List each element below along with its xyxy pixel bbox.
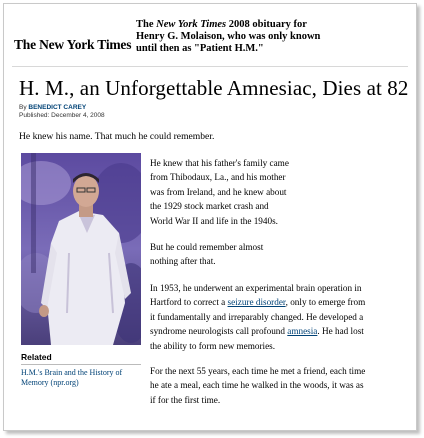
paragraph-1: He knew that his father's family came from Thibodaux, La., and his mother was from Ireland, and he knew about the 1929 stock market crash and World War II and life in the 1940s. xyxy=(150,158,289,226)
amnesia-link[interactable]: amnesia xyxy=(287,326,318,337)
related-link[interactable]: H.M.'s Brain and the History of Memory (npr.org) xyxy=(21,368,123,387)
article-clipping xyxy=(3,3,417,431)
masthead-divider xyxy=(12,66,408,67)
published-date: Published: December 4, 2008 xyxy=(19,112,105,119)
paragraph-2: But he could remember almost nothing after that. xyxy=(150,242,264,267)
clipping-caption: The New York Times 2008 obituary for Henry G. Molaison, who was only known until then as "Patient H.M." xyxy=(136,19,321,54)
nyt-logo: The New York Times xyxy=(14,37,132,52)
author-link[interactable]: BENEDICT CAREY xyxy=(28,104,87,111)
related-heading: Related xyxy=(21,352,52,362)
byline: By BENEDICT CAREY Published: December 4, 2008 xyxy=(19,104,105,119)
article-headline: H. M., an Unforgettable Amnesiac, Dies at 82 xyxy=(19,76,409,100)
portrait-photo xyxy=(21,153,141,345)
lead-sentence: He knew his name. That much he could remember. xyxy=(19,131,215,142)
paragraph-4: For the next 55 years, each time he met a friend, each time he ate a meal, each time he walked in the woods, it was as if for the first time. xyxy=(150,366,366,405)
paragraph-3: In 1953, he underwent an experimental brain operation in Hartford to correct a seizure disorder, only to emerge from it fundamentally and irreparably changed. He developed a syndrome neurologists call profound amnesia. He had lost the ability to form new memories. xyxy=(150,283,366,351)
seizure-disorder-link[interactable]: seizure disorder xyxy=(227,297,286,308)
related-divider xyxy=(21,364,141,365)
